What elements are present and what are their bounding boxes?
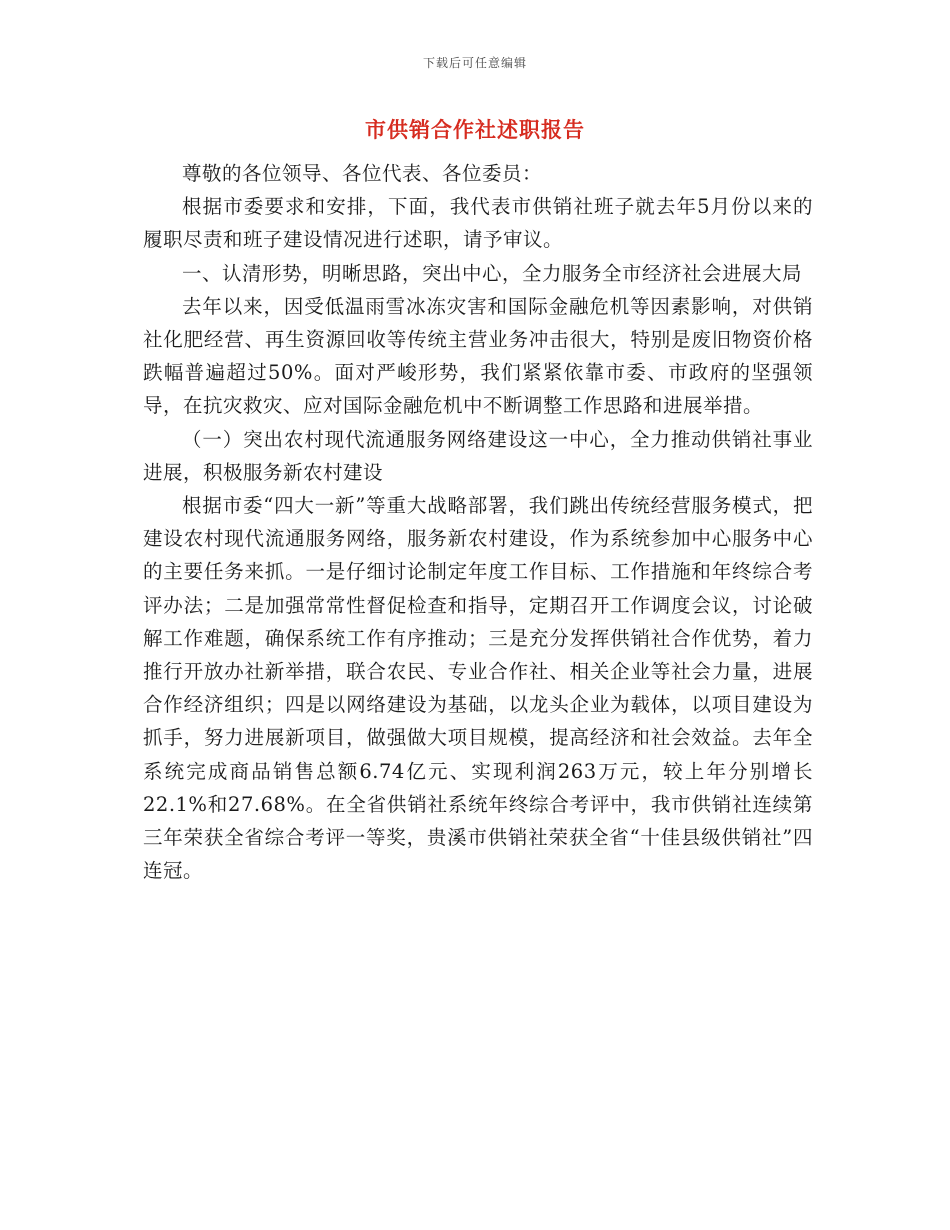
paragraph-situation: 去年以来，因受低温雨雪冰冻灾害和国际金融危机等因素影响，对供销社化肥经营、再生资源回收等传统主营业务冲击很大，特别是废旧物资价格跌幅普遍超过50%。面对严峻形势，我们紧紧依靠市委、市政府的坚强领导，在抗灾救灾、应对国际金融危机中不断调整工作思路和进展举措。	[143, 294, 813, 418]
paragraph-salutation: 尊敬的各位领导、各位代表、各位委员：	[182, 162, 543, 185]
document-body	[143, 157, 813, 887]
subsection-heading-1: （一）突出农村现代流通服务网络建设这一中心，全力推动供销社事业进展，积极服务新农村建设	[143, 427, 813, 484]
document-title: 市供销合作社述职报告	[365, 117, 585, 142]
paragraph-intro: 根据市委要求和安排，下面，我代表市供销社班子就去年5月份以来的履职尽责和班子建设情况进行述职，请予审议。	[143, 195, 813, 252]
section-heading-1: 一、认清形势，明晰思路，突出中心，全力服务全市经济社会进展大局	[182, 261, 803, 285]
header-note: 下载后可任意编辑	[422, 56, 527, 70]
paragraph-measures: 根据市委“四大一新”等重大战略部署，我们跳出传统经营服务模式，把建设农村现代流通服务网络，服务新农村建设，作为系统参加中心服务中心的主要任务来抓。一是仔细讨论制定年度工作目标、工作措施和年终综合考评办法；二是加强常常性督促检查和指导，定期召开工作调度会议，讨论破解工作难题，确保系统工作有序推动；三是充分发挥供销社合作优势，着力推行开放办社新举措，联合农民、专业合作社、相关企业等社会力量，进展合作经济组织；四是以网络建设为基础，以龙头企业为载体，以项目建设为抓手，努力进展新项目，做强做大项目规模，提高经济和社会效益。去年全系统完成商品销售总额6.74亿元、实现利润263万元，较上年分别增长22.1%和27.68%。在全省供销社系统年终综合考评中，我市供销社连续第三年荣获全省综合考评一等奖，贵溪市供销社荣获全省“十佳县级供销社”四连冠。	[143, 494, 813, 883]
